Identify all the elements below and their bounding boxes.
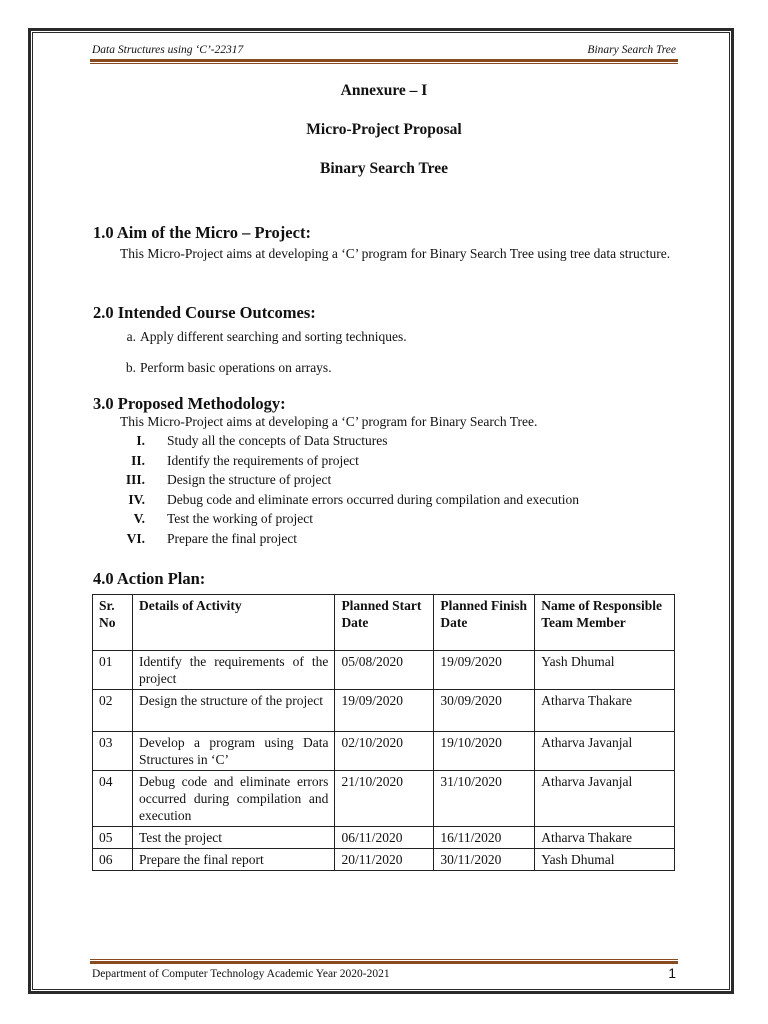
start-date-cell: 19/09/2020 (335, 690, 434, 732)
aim-text: This Micro-Project aims at developing a ‘C’ program for Binary Search Tree using tree data structure. (120, 246, 671, 261)
column-header: Sr. No (93, 595, 133, 651)
finish-date-cell: 19/10/2020 (434, 732, 535, 771)
activity-cell: Debug code and eliminate errors occurred during compilation and execution (132, 771, 334, 827)
start-date-cell: 20/11/2020 (335, 849, 434, 871)
proposal-title: Micro-Project Proposal (306, 121, 462, 138)
table-row (93, 690, 675, 732)
table-row (93, 849, 675, 871)
activity-cell: Prepare the final report (132, 849, 334, 871)
start-date-cell: 02/10/2020 (335, 732, 434, 771)
page-number: 1 (668, 965, 676, 981)
finish-date-cell: 30/09/2020 (434, 690, 535, 732)
sr-cell: 03 (93, 732, 133, 771)
column-header: Planned Finish Date (434, 595, 535, 651)
member-cell: Atharva Javanjal (535, 732, 675, 771)
member-cell: Atharva Javanjal (535, 771, 675, 827)
finish-date-cell: 16/11/2020 (434, 827, 535, 849)
column-header: Planned Start Date (335, 595, 434, 651)
activity-cell: Identify the requirements of the project (132, 651, 334, 690)
step-marker: VI. (126, 531, 145, 546)
table-header-row (93, 595, 675, 651)
outcome-marker: b. (125, 360, 136, 375)
member-cell: Atharva Thakare (535, 827, 675, 849)
outcome-item: Perform basic operations on arrays. (140, 360, 332, 375)
sr-cell: 04 (93, 771, 133, 827)
start-date-cell: 21/10/2020 (335, 771, 434, 827)
step-item: Test the working of project (167, 511, 314, 526)
member-cell: Yash Dhumal (535, 849, 675, 871)
step-marker: I. (136, 433, 145, 448)
start-date-cell: 06/11/2020 (335, 827, 434, 849)
sr-cell: 01 (93, 651, 133, 690)
sr-cell: 05 (93, 827, 133, 849)
sr-cell: 02 (93, 690, 133, 732)
sr-cell: 06 (93, 849, 133, 871)
step-item: Debug code and eliminate errors occurred during compilation and execution (167, 492, 579, 507)
aim-heading: 1.0 Aim of the Micro – Project: (93, 223, 311, 242)
step-item: Study all the concepts of Data Structures (167, 433, 388, 448)
outcomes-heading: 2.0 Intended Course Outcomes: (93, 303, 316, 322)
step-marker: V. (133, 511, 145, 526)
table-row (93, 732, 675, 771)
table-row (93, 651, 675, 690)
step-marker: IV. (128, 492, 145, 507)
topic-title: Binary Search Tree (319, 160, 448, 177)
finish-date-cell: 30/11/2020 (434, 849, 535, 871)
header-rule-thin (90, 63, 678, 64)
header-rule (90, 59, 678, 62)
header-topic: Binary Search Tree (587, 44, 676, 56)
table-row (93, 827, 675, 849)
member-cell: Atharva Thakare (535, 690, 675, 732)
methodology-intro: This Micro-Project aims at developing a ‘C’ program for Binary Search Tree. (120, 414, 538, 429)
methodology-heading: 3.0 Proposed Methodology: (93, 394, 286, 413)
finish-date-cell: 19/09/2020 (434, 651, 535, 690)
finish-date-cell: 31/10/2020 (434, 771, 535, 827)
activity-cell: Design the structure of the project (132, 690, 334, 732)
start-date-cell: 05/08/2020 (335, 651, 434, 690)
column-header: Details of Activity (132, 595, 334, 651)
header-course: Data Structures using ‘C’-22317 (92, 44, 244, 56)
outcome-item: Apply different searching and sorting techniques. (140, 329, 407, 344)
table-row (93, 771, 675, 827)
outcome-marker: a. (126, 329, 136, 344)
step-item: Design the structure of project (167, 472, 332, 487)
footer-rule (90, 961, 678, 964)
step-item: Prepare the final project (167, 531, 298, 546)
action-plan-table (92, 594, 675, 871)
step-marker: III. (125, 472, 145, 487)
footer-rule-thin (90, 959, 678, 960)
column-header: Name of Responsible Team Member (535, 595, 675, 651)
member-cell: Yash Dhumal (535, 651, 675, 690)
annexure-title: Annexure – I (340, 82, 428, 99)
action-plan-heading: 4.0 Action Plan: (93, 569, 206, 588)
activity-cell: Develop a program using Data Structures in ‘C’ (132, 732, 334, 771)
activity-cell: Test the project (132, 827, 334, 849)
step-marker: II. (131, 453, 145, 468)
step-item: Identify the requirements of project (167, 453, 359, 468)
footer-department: Department of Computer Technology Academic Year 2020-2021 (92, 968, 390, 980)
